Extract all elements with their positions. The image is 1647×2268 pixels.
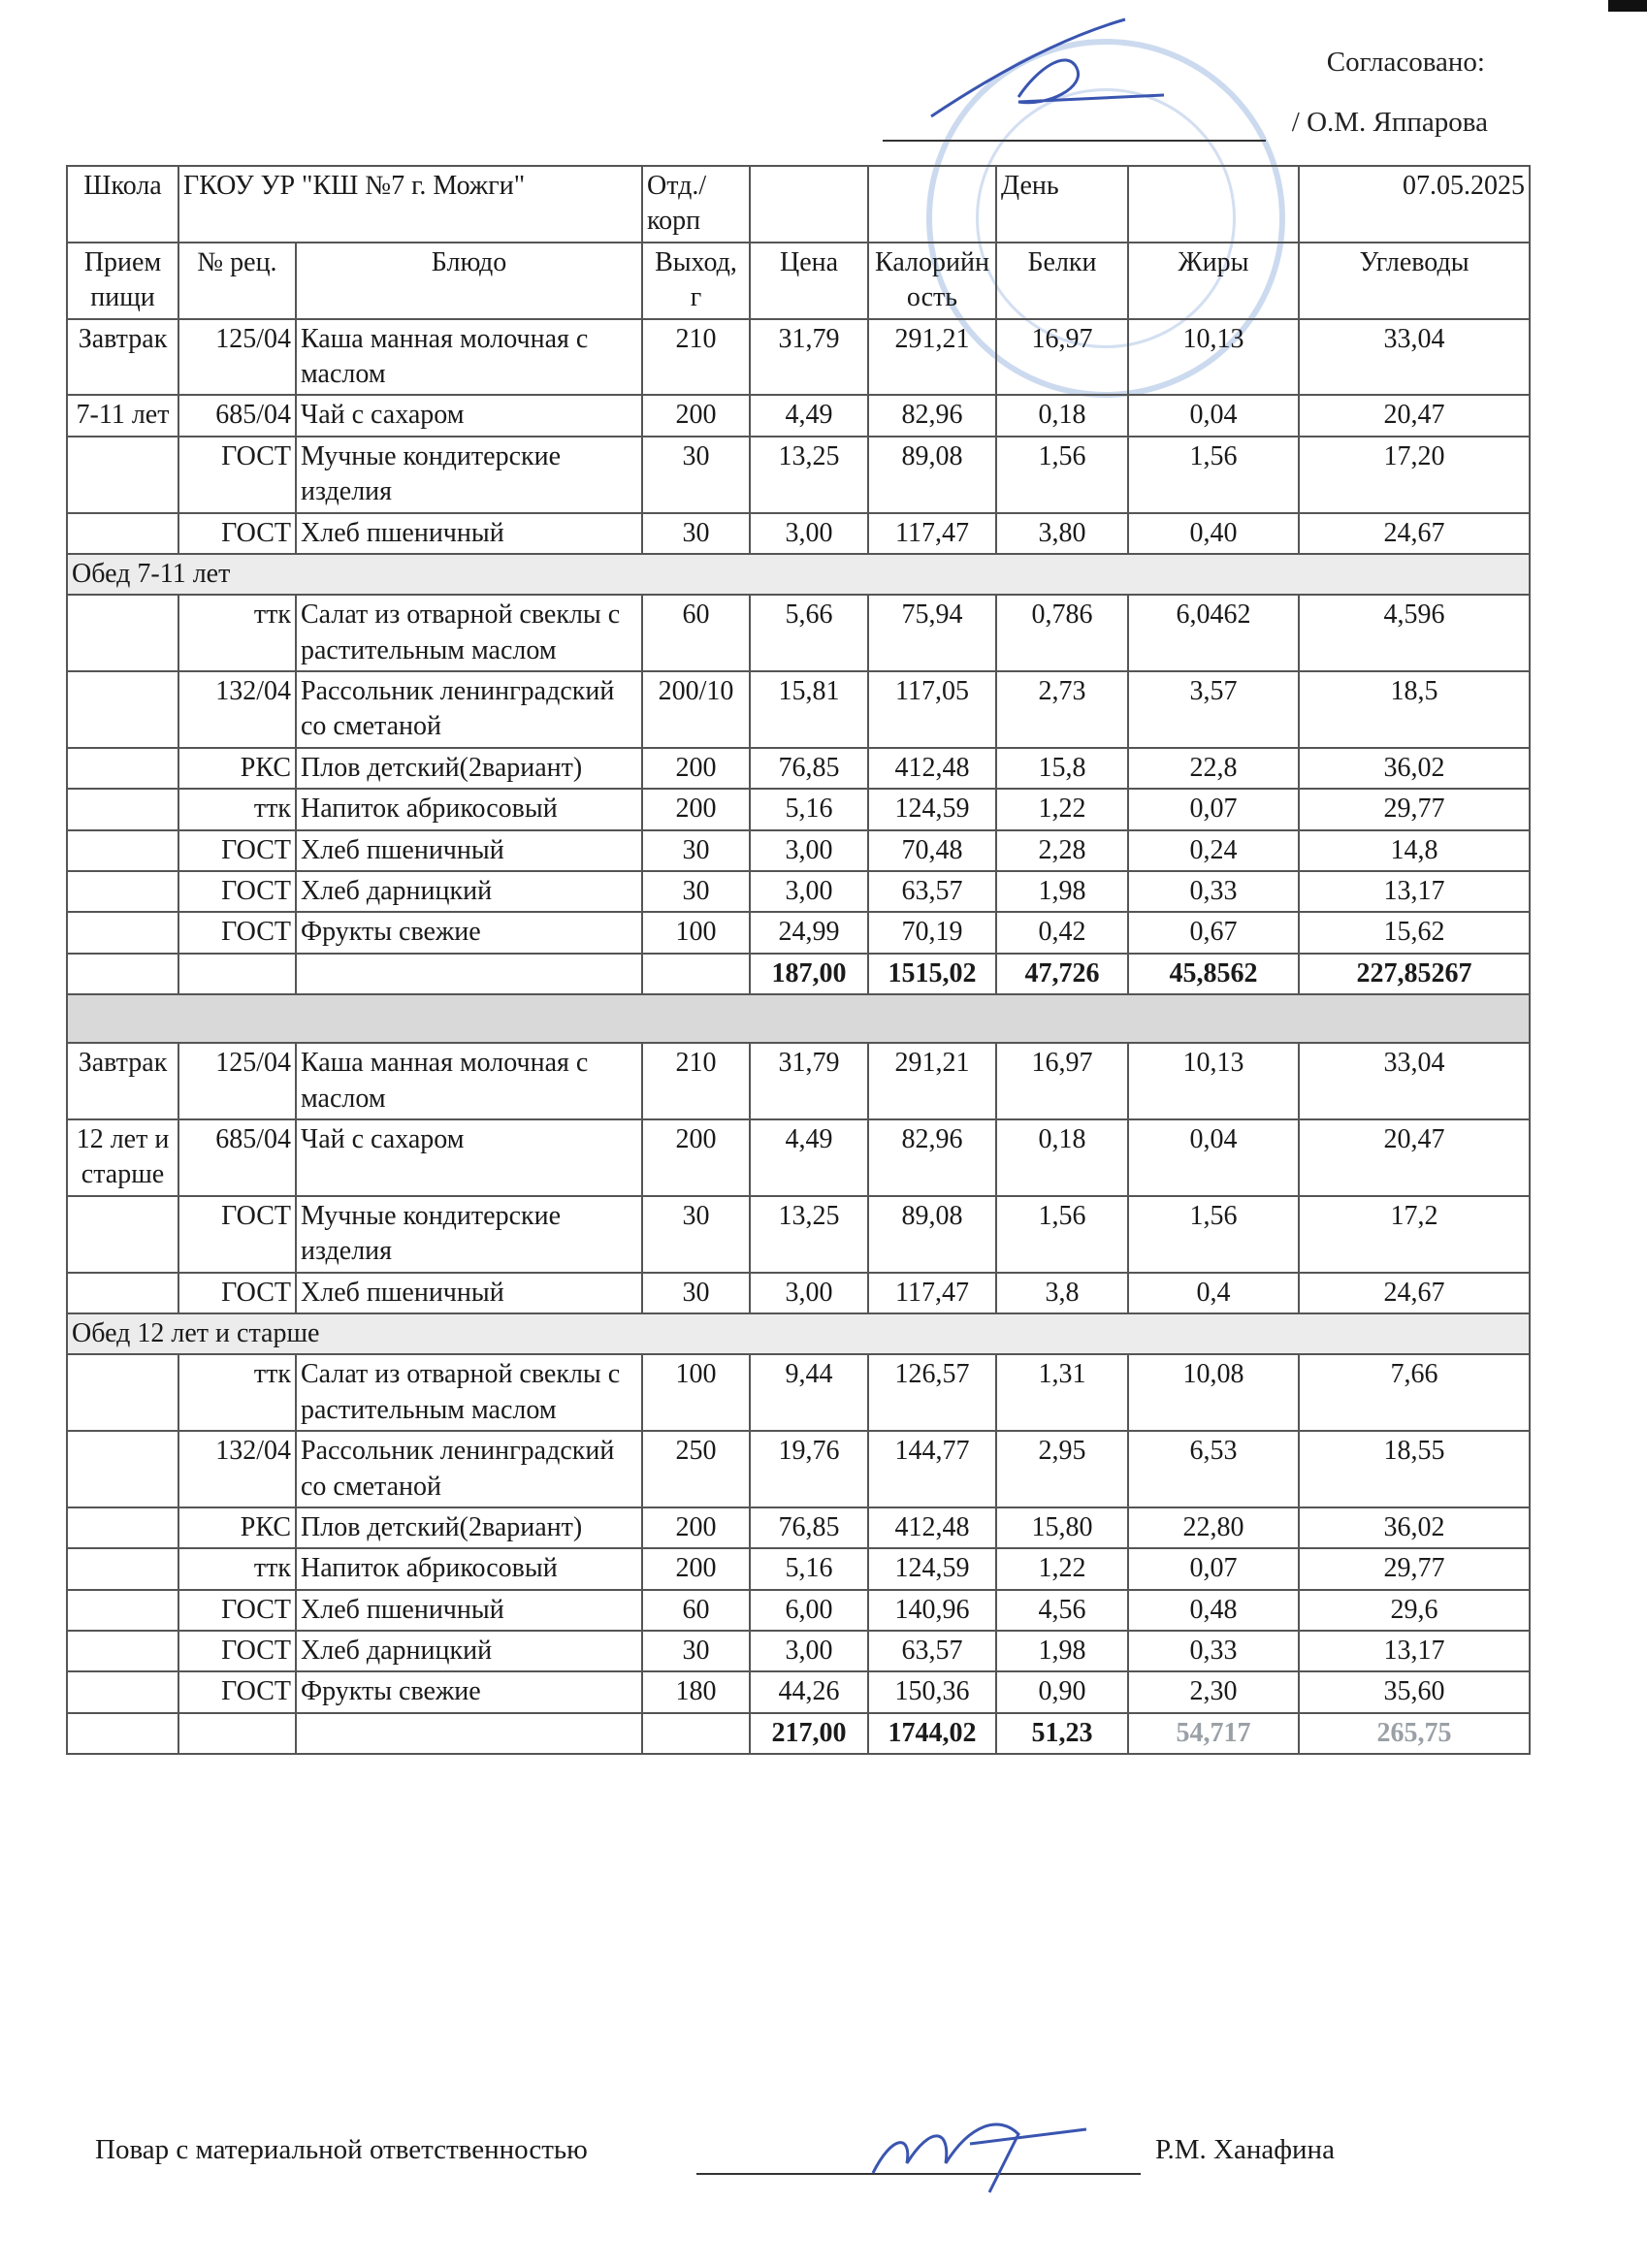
cell-yield: 250 — [642, 1431, 750, 1507]
total-price: 217,00 — [750, 1713, 868, 1754]
table-row — [67, 395, 1530, 436]
school-name: ГКОУ УР "КШ №7 г. Можги" — [178, 166, 642, 243]
cell-price: 6,00 — [750, 1590, 868, 1631]
cell-fat: 22,8 — [1128, 748, 1299, 789]
total-blank — [296, 954, 642, 994]
separator-row — [67, 994, 1530, 1043]
cell-price: 31,79 — [750, 1043, 868, 1119]
info-blank-3 — [1128, 166, 1299, 243]
cell-carbs: 17,2 — [1299, 1196, 1530, 1273]
cell-dish: Хлеб пшеничный — [296, 513, 642, 554]
cell-price: 5,66 — [750, 595, 868, 671]
table-row — [67, 830, 1530, 871]
cell-meal: 12 лет и старше — [67, 1119, 178, 1196]
cell-carbs: 24,67 — [1299, 513, 1530, 554]
cell-carbs: 36,02 — [1299, 748, 1530, 789]
cell-recipe: ГОСТ — [178, 1196, 296, 1273]
separator-cell — [67, 994, 1530, 1043]
cell-meal — [67, 671, 178, 748]
col-recipe: № рец. — [178, 243, 296, 319]
total-blank — [178, 954, 296, 994]
cell-fat: 0,48 — [1128, 1590, 1299, 1631]
table-row — [67, 1119, 1530, 1196]
cell-dish: Плов детский(2вариант) — [296, 748, 642, 789]
cell-carbs: 33,04 — [1299, 1043, 1530, 1119]
table-row — [67, 1043, 1530, 1119]
cell-meal: Завтрак — [67, 1043, 178, 1119]
cell-carbs: 29,6 — [1299, 1590, 1530, 1631]
cell-recipe: 132/04 — [178, 671, 296, 748]
cell-fat: 0,33 — [1128, 871, 1299, 912]
cell-kcal: 150,36 — [868, 1671, 996, 1712]
cell-price: 3,00 — [750, 830, 868, 871]
cell-carbs: 20,47 — [1299, 1119, 1530, 1196]
cell-protein: 0,90 — [996, 1671, 1128, 1712]
cook-name: Р.М. Ханафина — [1155, 2134, 1335, 2165]
menu-date: 07.05.2025 — [1299, 166, 1530, 243]
cell-carbs: 18,55 — [1299, 1431, 1530, 1507]
section-row — [67, 1313, 1530, 1354]
table-row — [67, 513, 1530, 554]
dept-label: Отд./корп — [642, 166, 750, 243]
cell-kcal: 70,48 — [868, 830, 996, 871]
cell-dish: Каша манная молочная с маслом — [296, 1043, 642, 1119]
cell-dish: Хлеб пшеничный — [296, 830, 642, 871]
cell-protein: 15,80 — [996, 1507, 1128, 1548]
col-carbs: Углеводы — [1299, 243, 1530, 319]
cell-dish: Напиток абрикосовый — [296, 1548, 642, 1589]
cell-protein: 16,97 — [996, 319, 1128, 396]
table-row — [67, 1196, 1530, 1273]
table-row — [67, 1671, 1530, 1712]
scan-corner-mark — [1608, 0, 1647, 12]
cell-yield: 30 — [642, 1631, 750, 1671]
cell-kcal: 63,57 — [868, 1631, 996, 1671]
cell-carbs: 35,60 — [1299, 1671, 1530, 1712]
cell-yield: 200/10 — [642, 671, 750, 748]
cell-fat: 0,33 — [1128, 1631, 1299, 1671]
cell-recipe: 125/04 — [178, 319, 296, 396]
cell-dish: Салат из отварной свеклы с растительным маслом — [296, 1354, 642, 1431]
cell-kcal: 291,21 — [868, 1043, 996, 1119]
cell-meal — [67, 1196, 178, 1273]
cell-dish: Плов детский(2вариант) — [296, 1507, 642, 1548]
cell-price: 44,26 — [750, 1671, 868, 1712]
total-blank — [67, 954, 178, 994]
cell-kcal: 63,57 — [868, 871, 996, 912]
cell-carbs: 24,67 — [1299, 1273, 1530, 1313]
cell-yield: 60 — [642, 595, 750, 671]
cell-carbs: 7,66 — [1299, 1354, 1530, 1431]
cell-fat: 22,80 — [1128, 1507, 1299, 1548]
cell-price: 3,00 — [750, 513, 868, 554]
total-blank — [178, 1713, 296, 1754]
table-row — [67, 1273, 1530, 1313]
day-label: День — [996, 166, 1128, 243]
cell-fat: 0,24 — [1128, 830, 1299, 871]
cell-kcal: 124,59 — [868, 1548, 996, 1589]
cell-yield: 60 — [642, 1590, 750, 1631]
cell-recipe: ттк — [178, 1548, 296, 1589]
cell-price: 19,76 — [750, 1431, 868, 1507]
col-price: Цена — [750, 243, 868, 319]
cell-meal — [67, 1631, 178, 1671]
cell-fat: 0,04 — [1128, 395, 1299, 436]
cell-meal — [67, 748, 178, 789]
cell-fat: 10,08 — [1128, 1354, 1299, 1431]
cell-yield: 30 — [642, 871, 750, 912]
cell-fat: 0,40 — [1128, 513, 1299, 554]
total-row — [67, 954, 1530, 994]
cell-price: 4,49 — [750, 1119, 868, 1196]
cell-price: 4,49 — [750, 395, 868, 436]
cell-dish: Фрукты свежие — [296, 912, 642, 953]
cell-fat: 0,04 — [1128, 1119, 1299, 1196]
total-kcal: 1515,02 — [868, 954, 996, 994]
cell-carbs: 33,04 — [1299, 319, 1530, 396]
cell-recipe: ГОСТ — [178, 912, 296, 953]
cell-protein: 1,56 — [996, 437, 1128, 513]
cell-meal — [67, 437, 178, 513]
cell-kcal: 82,96 — [868, 395, 996, 436]
cell-recipe: ттк — [178, 1354, 296, 1431]
cell-yield: 30 — [642, 1196, 750, 1273]
cell-recipe: 125/04 — [178, 1043, 296, 1119]
cell-price: 3,00 — [750, 1273, 868, 1313]
cell-protein: 16,97 — [996, 1043, 1128, 1119]
cell-kcal: 412,48 — [868, 1507, 996, 1548]
approved-label: Согласовано: — [1326, 47, 1485, 78]
cell-yield: 30 — [642, 513, 750, 554]
cell-fat: 10,13 — [1128, 319, 1299, 396]
cell-protein: 2,28 — [996, 830, 1128, 871]
cell-carbs: 36,02 — [1299, 1507, 1530, 1548]
cell-yield: 180 — [642, 1671, 750, 1712]
cell-dish: Салат из отварной свеклы с растительным маслом — [296, 595, 642, 671]
cell-kcal: 291,21 — [868, 319, 996, 396]
cell-recipe: ГОСТ — [178, 1590, 296, 1631]
cell-recipe: ттк — [178, 789, 296, 829]
cell-price: 9,44 — [750, 1354, 868, 1431]
cell-price: 15,81 — [750, 671, 868, 748]
cell-kcal: 140,96 — [868, 1590, 996, 1631]
total-blank — [67, 1713, 178, 1754]
approver-name: / О.М. Яппарова — [1291, 107, 1488, 138]
cell-meal: 7-11 лет — [67, 395, 178, 436]
column-header-row — [67, 243, 1530, 319]
total-blank — [642, 954, 750, 994]
col-dish: Блюдо — [296, 243, 642, 319]
cell-yield: 30 — [642, 1273, 750, 1313]
col-yield: Выход, г — [642, 243, 750, 319]
total-blank — [296, 1713, 642, 1754]
table-row — [67, 319, 1530, 396]
total-carbs: 227,85267 — [1299, 954, 1530, 994]
cell-kcal: 144,77 — [868, 1431, 996, 1507]
table-row — [67, 1631, 1530, 1671]
cell-meal — [67, 1548, 178, 1589]
cell-fat: 2,30 — [1128, 1671, 1299, 1712]
cell-price: 5,16 — [750, 1548, 868, 1589]
total-kcal: 1744,02 — [868, 1713, 996, 1754]
table-row — [67, 1354, 1530, 1431]
cell-kcal: 117,47 — [868, 513, 996, 554]
cell-yield: 30 — [642, 437, 750, 513]
col-kcal: Калорийность — [868, 243, 996, 319]
col-meal: Прием пищи — [67, 243, 178, 319]
senior-lunch-heading: Обед 12 лет и старше — [67, 1313, 1530, 1354]
table-row — [67, 1548, 1530, 1589]
total-protein: 51,23 — [996, 1713, 1128, 1754]
senior-lunch-rows — [67, 1354, 1530, 1713]
cell-recipe: ГОСТ — [178, 1631, 296, 1671]
cell-protein: 1,31 — [996, 1354, 1128, 1431]
cell-dish: Чай с сахаром — [296, 1119, 642, 1196]
total-protein: 47,726 — [996, 954, 1128, 994]
cell-meal — [67, 595, 178, 671]
cell-dish: Рассольник ленинградский со сметаной — [296, 1431, 642, 1507]
cell-dish: Каша манная молочная с маслом — [296, 319, 642, 396]
cell-protein: 2,73 — [996, 671, 1128, 748]
cell-meal — [67, 1590, 178, 1631]
cell-dish: Чай с сахаром — [296, 395, 642, 436]
table-row — [67, 1507, 1530, 1548]
cell-dish: Напиток абрикосовый — [296, 789, 642, 829]
cook-signature-line — [696, 2173, 1141, 2175]
cell-recipe: ГОСТ — [178, 437, 296, 513]
cell-carbs: 29,77 — [1299, 789, 1530, 829]
cell-carbs: 17,20 — [1299, 437, 1530, 513]
junior-breakfast-rows — [67, 319, 1530, 554]
menu-table — [66, 165, 1531, 1755]
cell-fat: 6,53 — [1128, 1431, 1299, 1507]
col-fat: Жиры — [1128, 243, 1299, 319]
cell-protein: 3,8 — [996, 1273, 1128, 1313]
cell-meal — [67, 1354, 178, 1431]
cell-meal — [67, 1273, 178, 1313]
cell-price: 76,85 — [750, 1507, 868, 1548]
cell-kcal: 89,08 — [868, 437, 996, 513]
cell-dish: Хлеб дарницкий — [296, 1631, 642, 1671]
info-blank-2 — [868, 166, 996, 243]
cell-recipe: ГОСТ — [178, 1671, 296, 1712]
cell-dish: Хлеб дарницкий — [296, 871, 642, 912]
total-fat: 54,717 — [1128, 1713, 1299, 1754]
cell-carbs: 15,62 — [1299, 912, 1530, 953]
cell-price: 13,25 — [750, 437, 868, 513]
cell-recipe: ГОСТ — [178, 513, 296, 554]
cell-carbs: 20,47 — [1299, 395, 1530, 436]
junior-lunch-rows — [67, 595, 1530, 954]
cook-signature — [854, 2095, 1106, 2202]
table-row — [67, 748, 1530, 789]
info-row — [67, 166, 1530, 243]
cell-recipe: ГОСТ — [178, 830, 296, 871]
cell-dish: Мучные кондитерские изделия — [296, 1196, 642, 1273]
cell-meal — [67, 789, 178, 829]
table-row — [67, 1431, 1530, 1507]
cell-carbs: 13,17 — [1299, 871, 1530, 912]
cell-protein: 0,786 — [996, 595, 1128, 671]
info-blank-1 — [750, 166, 868, 243]
cell-price: 5,16 — [750, 789, 868, 829]
cell-fat: 1,56 — [1128, 437, 1299, 513]
cell-meal — [67, 1671, 178, 1712]
cell-yield: 100 — [642, 912, 750, 953]
cell-recipe: РКС — [178, 1507, 296, 1548]
cell-dish: Хлеб пшеничный — [296, 1273, 642, 1313]
cell-recipe: 132/04 — [178, 1431, 296, 1507]
cell-fat: 1,56 — [1128, 1196, 1299, 1273]
senior-breakfast-rows — [67, 1043, 1530, 1313]
cell-fat: 6,0462 — [1128, 595, 1299, 671]
cell-kcal: 82,96 — [868, 1119, 996, 1196]
cell-fat: 3,57 — [1128, 671, 1299, 748]
cell-kcal: 117,05 — [868, 671, 996, 748]
table-row — [67, 671, 1530, 748]
col-protein: Белки — [996, 243, 1128, 319]
cell-carbs: 14,8 — [1299, 830, 1530, 871]
total-fat: 45,8562 — [1128, 954, 1299, 994]
cell-kcal: 75,94 — [868, 595, 996, 671]
cell-price: 31,79 — [750, 319, 868, 396]
cell-recipe: 685/04 — [178, 395, 296, 436]
cell-protein: 0,18 — [996, 395, 1128, 436]
total-row — [67, 1713, 1530, 1754]
total-blank — [642, 1713, 750, 1754]
cell-dish: Мучные кондитерские изделия — [296, 437, 642, 513]
cell-protein: 2,95 — [996, 1431, 1128, 1507]
cell-fat: 10,13 — [1128, 1043, 1299, 1119]
cell-yield: 100 — [642, 1354, 750, 1431]
cell-fat: 0,07 — [1128, 1548, 1299, 1589]
cell-meal — [67, 1431, 178, 1507]
cell-yield: 200 — [642, 1119, 750, 1196]
cell-fat: 0,4 — [1128, 1273, 1299, 1313]
cell-kcal: 117,47 — [868, 1273, 996, 1313]
total-carbs: 265,75 — [1299, 1713, 1530, 1754]
cell-dish: Рассольник ленинградский со сметаной — [296, 671, 642, 748]
cell-protein: 1,98 — [996, 1631, 1128, 1671]
cell-recipe: ГОСТ — [178, 1273, 296, 1313]
table-row — [67, 437, 1530, 513]
cell-yield: 200 — [642, 748, 750, 789]
table-row — [67, 595, 1530, 671]
cell-recipe: ттк — [178, 595, 296, 671]
cell-recipe: 685/04 — [178, 1119, 296, 1196]
school-label: Школа — [67, 166, 178, 243]
cell-carbs: 4,596 — [1299, 595, 1530, 671]
table-row — [67, 912, 1530, 953]
cell-carbs: 13,17 — [1299, 1631, 1530, 1671]
cell-kcal: 70,19 — [868, 912, 996, 953]
cell-price: 13,25 — [750, 1196, 868, 1273]
approver-signature-line — [883, 140, 1266, 142]
cell-protein: 4,56 — [996, 1590, 1128, 1631]
cell-meal — [67, 871, 178, 912]
cell-meal: Завтрак — [67, 319, 178, 396]
cell-yield: 200 — [642, 1548, 750, 1589]
cell-yield: 210 — [642, 319, 750, 396]
cell-kcal: 126,57 — [868, 1354, 996, 1431]
cell-carbs: 18,5 — [1299, 671, 1530, 748]
cell-yield: 30 — [642, 830, 750, 871]
cell-price: 3,00 — [750, 871, 868, 912]
cell-price: 24,99 — [750, 912, 868, 953]
cell-price: 3,00 — [750, 1631, 868, 1671]
cell-fat: 0,67 — [1128, 912, 1299, 953]
cell-dish: Фрукты свежие — [296, 1671, 642, 1712]
cell-meal — [67, 513, 178, 554]
table-row — [67, 871, 1530, 912]
cell-protein: 1,56 — [996, 1196, 1128, 1273]
cell-yield: 200 — [642, 395, 750, 436]
cell-yield: 200 — [642, 1507, 750, 1548]
cell-price: 76,85 — [750, 748, 868, 789]
junior-lunch-heading: Обед 7-11 лет — [67, 554, 1530, 595]
cell-recipe: РКС — [178, 748, 296, 789]
cell-protein: 1,98 — [996, 871, 1128, 912]
total-price: 187,00 — [750, 954, 868, 994]
cell-meal — [67, 912, 178, 953]
table-row — [67, 789, 1530, 829]
cell-yield: 200 — [642, 789, 750, 829]
cell-protein: 3,80 — [996, 513, 1128, 554]
cell-yield: 210 — [642, 1043, 750, 1119]
cell-meal — [67, 830, 178, 871]
cell-meal — [67, 1507, 178, 1548]
cell-protein: 0,42 — [996, 912, 1128, 953]
cell-carbs: 29,77 — [1299, 1548, 1530, 1589]
cell-kcal: 89,08 — [868, 1196, 996, 1273]
cell-kcal: 412,48 — [868, 748, 996, 789]
cell-kcal: 124,59 — [868, 789, 996, 829]
section-row — [67, 554, 1530, 595]
cell-protein: 1,22 — [996, 1548, 1128, 1589]
cell-protein: 0,18 — [996, 1119, 1128, 1196]
table-row — [67, 1590, 1530, 1631]
cell-protein: 15,8 — [996, 748, 1128, 789]
cell-dish: Хлеб пшеничный — [296, 1590, 642, 1631]
cell-fat: 0,07 — [1128, 789, 1299, 829]
cell-recipe: ГОСТ — [178, 871, 296, 912]
cook-label: Повар с материальной ответственностью — [95, 2134, 588, 2165]
cell-protein: 1,22 — [996, 789, 1128, 829]
